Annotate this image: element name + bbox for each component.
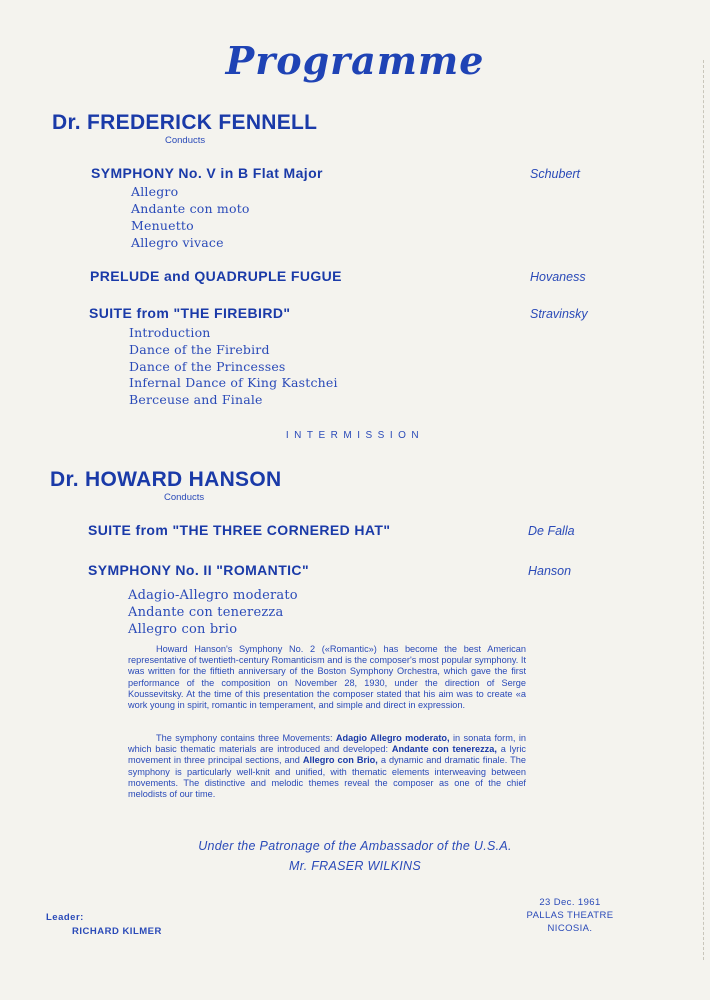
movement: Allegro vivace (131, 235, 224, 250)
city-name: NICOSIA. (547, 923, 593, 934)
work-romantic-title: SYMPHONY No. II "ROMANTIC" (88, 562, 309, 578)
movement: Infernal Dance of King Kastchei (129, 375, 338, 390)
composer-schubert: Schubert (530, 167, 581, 181)
intermission-label: INTERMISSION (285, 430, 425, 441)
movement: Berceuse and Finale (129, 392, 263, 407)
movement: Andante con tenerezza (128, 605, 284, 620)
programme-title: Programme (225, 38, 485, 83)
leader-name: RICHARD KILMER (72, 926, 162, 937)
theatre-name: PALLAS THEATRE (526, 910, 614, 921)
concert-date: 23 Dec. 1961 (539, 897, 601, 908)
movement: Allegro con brio (128, 622, 238, 637)
programme-note-paragraph-2: The symphony contains three Movements: Adagio Allegro moderato, in sonata form, in which basic thematic materials are introduced and developed: Andante con tenerezza, a lyric movement in three principal sections, and Allegro con Brio, a dynamic and dramatic finale. The symphony is particularly well-knit and unified, with thematic elements interweaving between movements. The distinctive and melodic themes reveal the composer as one of the chief melodists of our time. (128, 733, 526, 800)
work-three-cornered-hat-title: SUITE from "THE THREE CORNERED HAT" (88, 522, 391, 538)
patronage-line-2: Mr. FRASER WILKINS (288, 859, 422, 873)
conductor-fennell: Dr. FREDERICK FENNELL (52, 111, 318, 134)
movement: Menuetto (131, 218, 194, 233)
composer-hanson: Hanson (528, 564, 572, 578)
patronage-line-1: Under the Patronage of the Ambassador of the U.S.A. (198, 839, 512, 853)
conducts-label-2: Conducts (164, 492, 205, 503)
composer-stravinsky: Stravinsky (530, 307, 588, 321)
page-edge-marks (687, 60, 704, 960)
composer-hovaness: Hovaness (530, 270, 586, 284)
movement: Adagio-Allegro moderato (128, 588, 298, 603)
programme-note-paragraph-1: Howard Hanson's Symphony No. 2 («Romantic») has become the best American representative of twentieth-century Romanticism and is the composer's most popular symphony. It was written for the fiftieth anniversary of the Boston Symphony Orchestra, which gave the first performance of the composition on November 28, 1930, under the direction of Serge Koussevitsky. At the time of this presentation the composer stated that his aim was to create «a work young in spirit, romantic in temperament, and simple and direct in expression. (128, 644, 526, 711)
work-hovaness-title: PRELUDE and QUADRUPLE FUGUE (90, 268, 342, 284)
work-schubert-title: SYMPHONY No. V in B Flat Major (91, 165, 323, 181)
conducts-label-1: Conducts (165, 135, 206, 146)
movement: Dance of the Firebird (129, 342, 270, 357)
movement: Allegro (131, 184, 179, 199)
conductor-hanson: Dr. HOWARD HANSON (50, 468, 282, 491)
leader-label: Leader: (46, 912, 84, 923)
movement: Andante con moto (131, 201, 250, 216)
movement: Introduction (129, 325, 211, 340)
work-firebird-title: SUITE from "THE FIREBIRD" (89, 305, 291, 321)
movement: Dance of the Princesses (129, 359, 286, 374)
venue-block (520, 896, 620, 935)
composer-de-falla: De Falla (528, 524, 575, 538)
